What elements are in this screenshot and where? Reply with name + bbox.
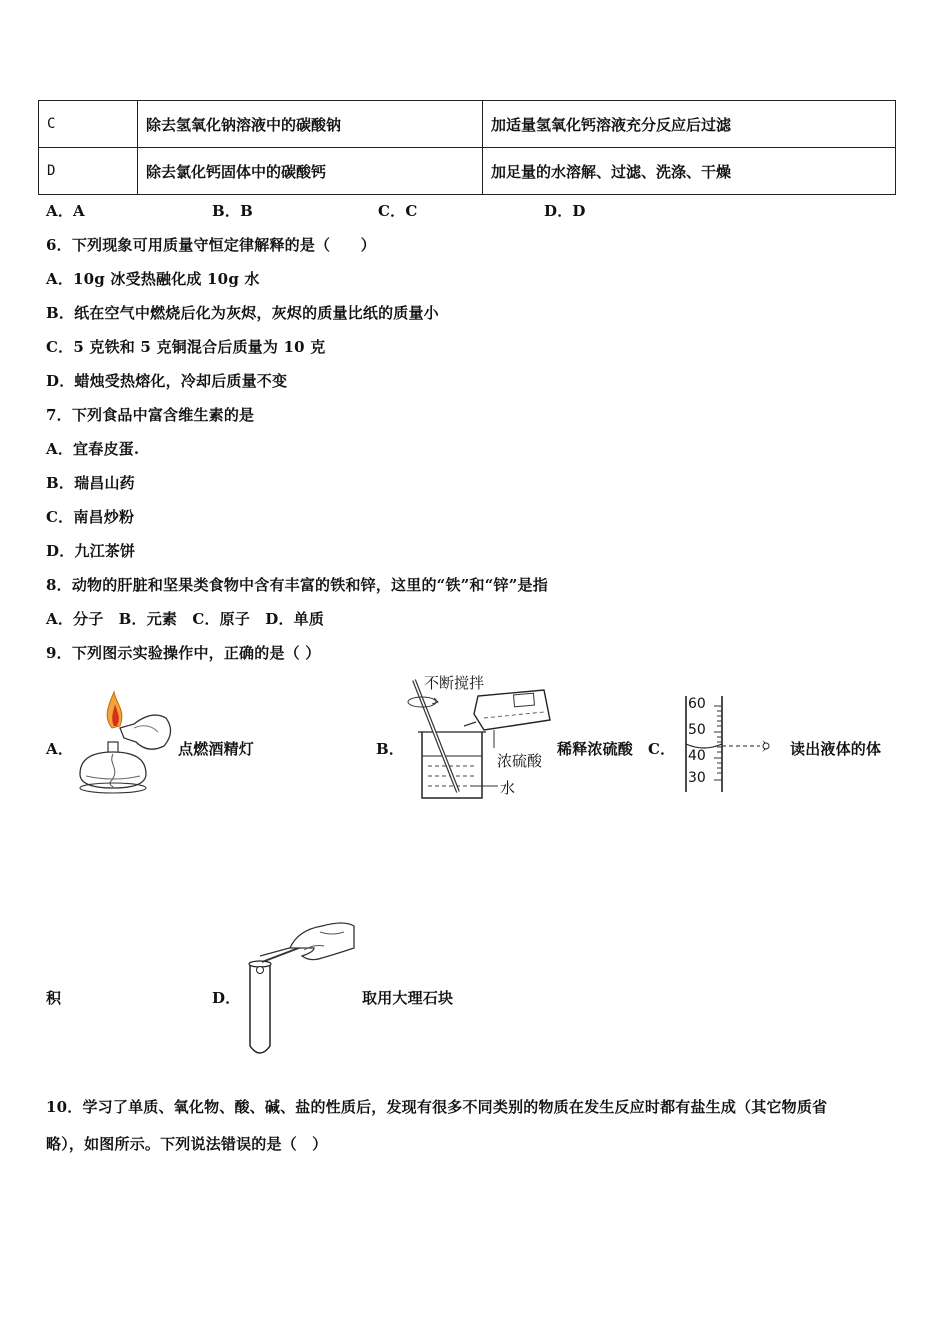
- q6-option-b: B．纸在空气中燃烧后化为灰烬，灰烬的质量比纸的质量小: [46, 304, 439, 322]
- q10-stem-line2: 略），如图所示。下列说法错误的是（ ）: [46, 1135, 328, 1153]
- q9-option-d-label: D．: [212, 989, 241, 1007]
- q9-option-a-label: A．: [46, 740, 74, 758]
- q5-option-b: B．B: [212, 202, 253, 220]
- alcohol-lamp-lighting-figure: [72, 688, 174, 796]
- table-cell-id: D: [39, 148, 138, 195]
- cylinder-tick-40: 40: [688, 748, 706, 764]
- cylinder-tick-60: 60: [688, 696, 706, 712]
- q5-option-d: D．D: [544, 202, 586, 220]
- q5-option-a: A．A: [46, 202, 85, 220]
- table-cell-method: 加适量氢氧化钙溶液充分反应后过滤: [483, 101, 896, 148]
- q6-option-d: D．蜡烛受热熔化，冷却后质量不变: [46, 372, 288, 390]
- q8-options: A．分子 B．元素 C．原子 D．单质: [46, 610, 325, 628]
- q9-b-figure-acid-label: 浓硫酸: [497, 752, 543, 770]
- q9-option-d-caption: 取用大理石块: [362, 989, 454, 1007]
- q6-option-a: A．10g 冰受热融化成 10g 水: [46, 270, 260, 288]
- table-row: [39, 101, 896, 148]
- table-cell-task: 除去氢氧化钠溶液中的碳酸钠: [138, 101, 483, 148]
- q7-option-a: A．宜春皮蛋.: [46, 440, 140, 458]
- q9-b-figure-stir-label: 不断搅拌: [424, 674, 485, 692]
- q5-option-c: C．C: [378, 202, 418, 220]
- q6-option-c: C．5 克铁和 5 克铜混合后质量为 10 克: [46, 338, 326, 356]
- q10-stem-line1: 10．学习了单质、氧化物、酸、碱、盐的性质后，发现有很多不同类别的物质在发生反应时都有盐生成（其它物质省: [46, 1098, 828, 1116]
- q9-option-b-label: B．: [376, 740, 405, 758]
- q9-option-c-caption-cont: 积: [46, 989, 62, 1007]
- q9-stem: 9．下列图示实验操作中，正确的是（ ）: [46, 644, 321, 662]
- dilute-sulfuric-acid-figure: [404, 674, 554, 802]
- table-row: [39, 148, 896, 195]
- q7-stem: 7．下列食品中富含维生素的是: [46, 406, 255, 424]
- q9-b-figure-water-label: 水: [500, 779, 516, 797]
- table-cell-id: C: [39, 101, 138, 148]
- options-table: [38, 100, 896, 195]
- cylinder-tick-30: 30: [688, 770, 706, 786]
- q7-option-b: B．瑞昌山药: [46, 474, 135, 492]
- cylinder-tick-50: 50: [688, 722, 706, 738]
- table-cell-task: 除去氯化钙固体中的碳酸钙: [138, 148, 483, 195]
- q6-stem: 6．下列现象可用质量守恒定律解释的是（ ）: [46, 236, 376, 254]
- take-marble-figure: [240, 918, 360, 1060]
- q9-option-c-caption: 读出液体的体: [790, 740, 882, 758]
- q9-option-a-caption: 点燃酒精灯: [178, 740, 255, 758]
- q7-option-d: D．九江茶饼: [46, 542, 136, 560]
- q9-option-b-caption: 稀释浓硫酸: [557, 740, 634, 758]
- q7-option-c: C．南昌炒粉: [46, 508, 135, 526]
- table-cell-method: 加足量的水溶解、过滤、洗涤、干燥: [483, 148, 896, 195]
- q9-option-c-label: C．: [648, 740, 676, 758]
- q8-stem: 8．动物的肝脏和坚果类食物中含有丰富的铁和锌，这里的“铁”和“锌”是指: [46, 576, 548, 594]
